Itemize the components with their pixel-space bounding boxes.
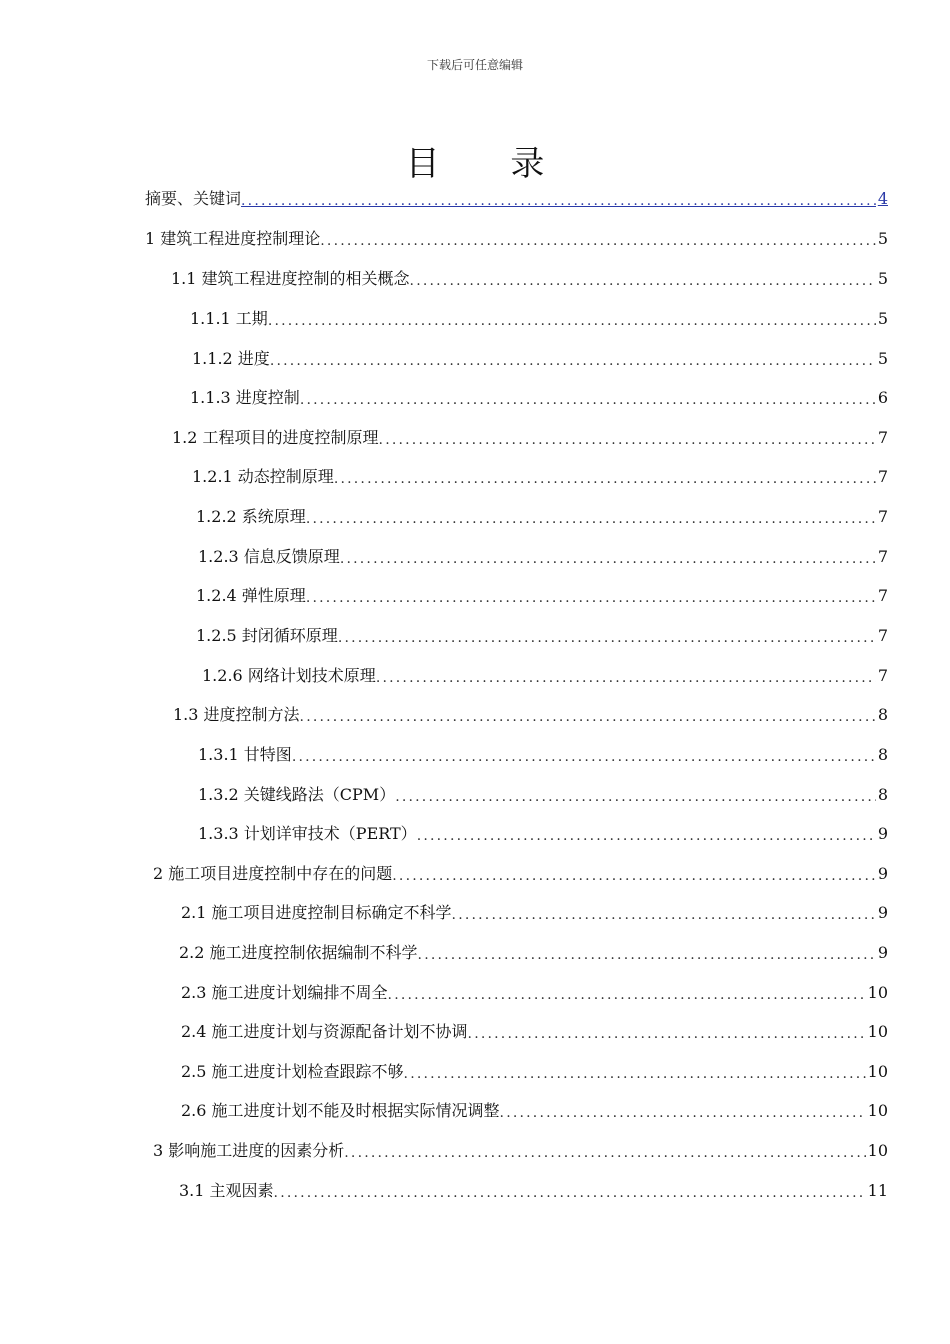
toc-page-number: 5 (877, 269, 888, 288)
toc-dot-leader (418, 944, 876, 966)
toc-dot-leader (306, 508, 876, 530)
toc-entry-label: 1 建筑工程进度控制理论 (145, 229, 321, 248)
toc-entry[interactable] (198, 742, 888, 768)
toc-entry-label: 2.5 施工进度计划检查跟踪不够 (181, 1062, 404, 1081)
toc-entry[interactable] (192, 346, 888, 372)
toc-dot-leader (379, 429, 876, 451)
toc-entry[interactable] (198, 782, 888, 808)
toc-page-number: 8 (877, 745, 888, 764)
toc-entry-label: 1.3.3 计划详审技术（PERT） (198, 824, 417, 843)
toc-page-number: 10 (867, 983, 888, 1002)
toc-dot-leader (334, 468, 876, 490)
toc-entry-label: 2.3 施工进度计划编排不周全 (181, 983, 388, 1002)
toc-page-number: 10 (867, 1062, 888, 1081)
toc-page-number: 7 (877, 666, 888, 685)
toc-entry[interactable] (181, 1019, 888, 1045)
toc-entry[interactable] (192, 464, 888, 490)
toc-entry[interactable] (179, 1178, 888, 1204)
toc-page-number: 4 (877, 189, 888, 208)
toc-page-number: 9 (877, 943, 888, 962)
toc-entry-label: 1.2.6 网络计划技术原理 (202, 666, 376, 685)
toc-entry-label: 1.1 建筑工程进度控制的相关概念 (171, 269, 410, 288)
toc-page-number: 8 (877, 705, 888, 724)
toc-entry-label: 1.3 进度控制方法 (173, 705, 300, 724)
toc-page-number: 9 (877, 903, 888, 922)
toc-dot-leader (300, 389, 876, 411)
toc-dot-leader (376, 667, 876, 689)
toc-page-number: 7 (877, 467, 888, 486)
toc-dot-leader (388, 984, 866, 1006)
toc-entry[interactable] (181, 980, 888, 1006)
toc-dot-leader (338, 627, 876, 649)
toc-entry[interactable] (181, 1098, 888, 1124)
toc-dot-leader (404, 1063, 866, 1085)
toc-dot-leader (270, 350, 876, 372)
toc-page-number: 5 (877, 229, 888, 248)
toc-entry-label: 2.2 施工进度控制依据编制不科学 (179, 943, 418, 962)
toc-dot-leader (300, 706, 876, 728)
toc-dot-leader (392, 865, 876, 887)
toc-entry[interactable] (173, 702, 888, 728)
toc-entry[interactable] (196, 504, 888, 530)
toc-page-number: 10 (867, 1141, 888, 1160)
toc-dot-leader (268, 310, 876, 332)
toc-dot-leader (274, 1182, 866, 1204)
toc-dot-leader (292, 746, 876, 768)
toc-entry[interactable] (145, 226, 888, 252)
toc-entry[interactable] (196, 623, 888, 649)
toc-dot-leader (320, 230, 876, 252)
page-title: 目 录 (405, 144, 575, 184)
toc-entry-label: 2 施工项目进度控制中存在的问题 (153, 864, 393, 883)
toc-dot-leader (395, 786, 876, 808)
toc-page-number: 7 (877, 626, 888, 645)
toc-entry[interactable] (190, 306, 888, 332)
toc-dot-leader (452, 904, 876, 926)
toc-entry-label: 1.2 工程项目的进度控制原理 (172, 428, 379, 447)
toc-dot-leader (306, 587, 876, 609)
toc-dot-leader (340, 548, 876, 570)
toc-entry[interactable] (153, 1138, 888, 1164)
toc-page-number: 7 (877, 507, 888, 526)
toc-entry[interactable] (172, 425, 888, 451)
toc-dot-leader (241, 190, 876, 212)
toc-page-number: 5 (877, 309, 888, 328)
toc-page-number: 7 (877, 428, 888, 447)
toc-dot-leader (468, 1023, 866, 1045)
toc-entry-label: 2.6 施工进度计划不能及时根据实际情况调整 (181, 1101, 500, 1120)
toc-dot-leader (344, 1142, 865, 1164)
toc-entry-label: 1.3.1 甘特图 (198, 745, 292, 764)
toc-entry[interactable] (179, 940, 888, 966)
toc-entry-label: 2.4 施工进度计划与资源配备计划不协调 (181, 1022, 468, 1041)
toc-entry-label: 1.2.2 系统原理 (196, 507, 306, 526)
toc-entry-label: 1.1.2 进度 (192, 349, 270, 368)
toc-dot-leader (417, 825, 876, 847)
toc-entry[interactable] (181, 900, 888, 926)
toc-entry-label: 1.1.3 进度控制 (190, 388, 300, 407)
toc-entry[interactable] (198, 544, 888, 570)
toc-entry-label: 2.1 施工项目进度控制目标确定不科学 (181, 903, 452, 922)
toc-entry-label: 3 影响施工进度的因素分析 (153, 1141, 345, 1160)
toc-entry[interactable] (171, 266, 888, 292)
toc-page-number: 9 (877, 824, 888, 843)
toc-dot-leader (410, 270, 876, 292)
toc-entry[interactable] (153, 861, 888, 887)
toc-entry-label: 1.2.3 信息反馈原理 (198, 547, 340, 566)
toc-entry[interactable] (198, 821, 888, 847)
toc-page-number: 5 (877, 349, 888, 368)
toc-entry[interactable] (190, 385, 888, 411)
toc-entry[interactable] (196, 583, 888, 609)
toc-entry-abstract[interactable] (145, 186, 888, 212)
toc-entry-label: 1.2.4 弹性原理 (196, 586, 306, 605)
toc-page-number: 6 (877, 388, 888, 407)
toc-entry[interactable] (181, 1059, 888, 1085)
toc-page-number: 10 (867, 1022, 888, 1041)
toc-entry-label: 1.2.1 动态控制原理 (192, 467, 334, 486)
toc-entry-label: 1.3.2 关键线路法（CPM） (198, 785, 396, 804)
toc-dot-leader (500, 1102, 866, 1124)
toc-entry-label: 1.1.1 工期 (190, 309, 268, 328)
header-note: 下载后可任意编辑 (426, 58, 523, 72)
toc-page-number: 11 (867, 1181, 888, 1200)
toc-page-number: 7 (877, 586, 888, 605)
toc-page-number: 7 (877, 547, 888, 566)
toc-entry[interactable] (202, 663, 888, 689)
toc-entry-label: 1.2.5 封闭循环原理 (196, 626, 338, 645)
toc-page-number: 10 (867, 1101, 888, 1120)
toc-entry-label: 摘要、关键词 (145, 189, 242, 208)
toc-page-number: 9 (877, 864, 888, 883)
toc-page-number: 8 (877, 785, 888, 804)
toc-entry-label: 3.1 主观因素 (179, 1181, 274, 1200)
